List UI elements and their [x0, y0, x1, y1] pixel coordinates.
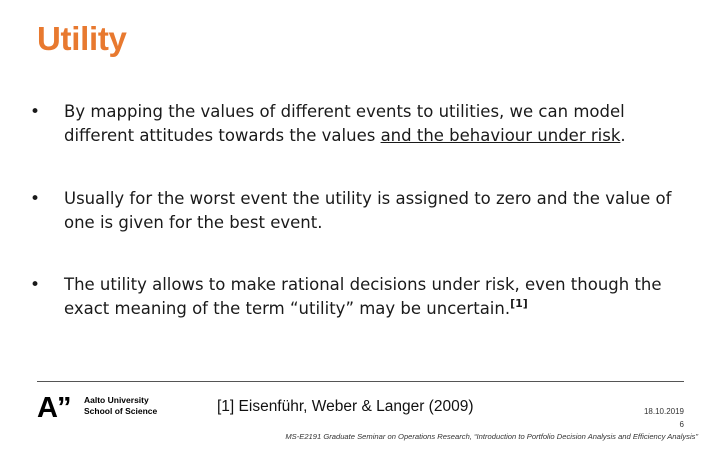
bullet-dot: • [30, 189, 41, 209]
bullet-text-part: . [620, 126, 626, 145]
slide-date: 18.10.2019 [643, 407, 684, 416]
logo-line-school: School of Science [84, 406, 158, 416]
underlined-text: and the behaviour under risk [380, 126, 621, 145]
footer-divider [37, 381, 684, 382]
bullet-text-part: By mapping the values of different events to utilities, we can model different attitudes towards the values [64, 102, 625, 145]
bullet-text-part: The utility allows to make rational decisions under risk, even though the exact meaning of the term “utility” may be uncertain. [64, 275, 662, 318]
date-block [644, 405, 684, 431]
bullet-dot: • [30, 102, 41, 122]
slide-title: Utility [37, 20, 127, 57]
reference-marker: [1] [510, 297, 528, 310]
logo-mark: A” [37, 392, 71, 424]
logo-line-university: Aalto University [84, 395, 149, 405]
page-number: 6 [679, 420, 684, 429]
bullet-text [64, 273, 694, 321]
bullet-text [64, 100, 694, 148]
bullet-text: Usually for the worst event the utility is assigned to zero and the value of one is given for the best event. [64, 189, 672, 232]
aalto-logo [37, 393, 177, 423]
citation: [1] Eisenführ, Weber & Langer (2009) [217, 398, 474, 415]
bullet-dot: • [30, 275, 41, 295]
logo-text [84, 395, 157, 417]
footer-course-text: MS-E2191 Graduate Seminar on Operations Research, “Introduction to Portfolio Decision Analysis and Efficiency Analysis” [285, 432, 698, 441]
